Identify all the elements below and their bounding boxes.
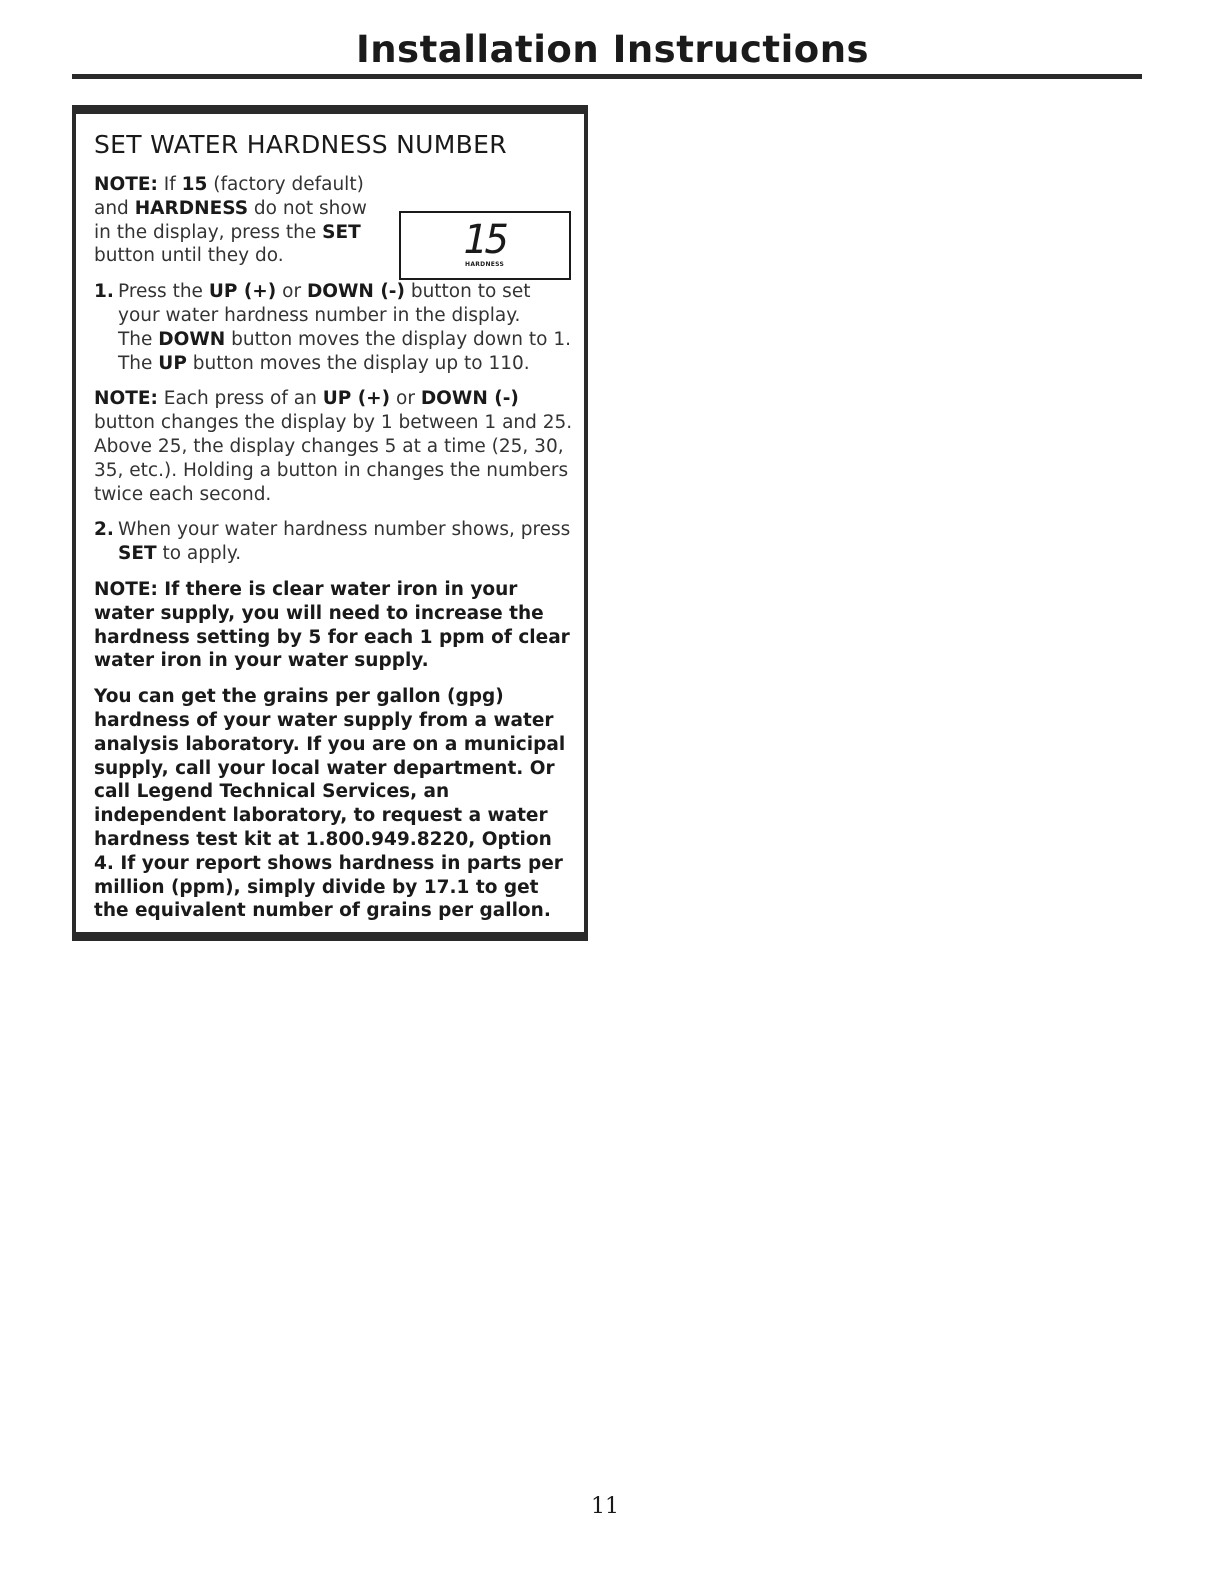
note-clear-water-iron: NOTE: If there is clear water iron in your water supply, you will need to increase the hardness setting by 5 for each 1 ppm of clear water iron in your water supply. [94,578,570,672]
section-title: SET WATER HARDNESS NUMBER [94,130,507,159]
hardness-info-paragraph: You can get the grains per gallon (gpg) hardness of your water supply from a water analysis laboratory. If you are on a municipal supply, call your local water department. Or call Legend Technical Services, an independent laboratory, to request a water hardness test kit at 1.800.949.8220, Option 4. If your report shows hardness in parts per million (ppm), simply divide by 17.1 to get the equivalent number of grains per gallon. [94,686,566,922]
hardness-display-illustration [399,211,571,280]
display-hardness-label: HARDNESS [465,261,505,268]
page-number: 11 [591,1494,619,1519]
step-1: 1. Press the UP (+) or DOWN (-) button to set your water hardness number in the display. The DOWN button moves the display down to 1. The UP button moves the display up to 110. [94,281,571,374]
step-2: 2. When your water hardness number shows, press SET to apply. [94,519,571,565]
note-factory-default: NOTE: If 15 (factory default) and HARDNESS do not show in the display, press the SET button until they do. [94,174,367,267]
instruction-panel [72,105,588,941]
note-with-display [94,173,574,268]
note-button-press: NOTE: Each press of an UP (+) or DOWN (-) button changes the display by 1 between 1 and 25. Above 25, the display changes 5 at a time (25, 30, 35, etc.). Holding a button in changes the numbers twice each second. [94,388,573,505]
page-title: Installation Instructions [355,28,870,71]
title-rule [72,74,1142,79]
display-digits: 15 [463,217,508,263]
panel-content [94,130,574,935]
